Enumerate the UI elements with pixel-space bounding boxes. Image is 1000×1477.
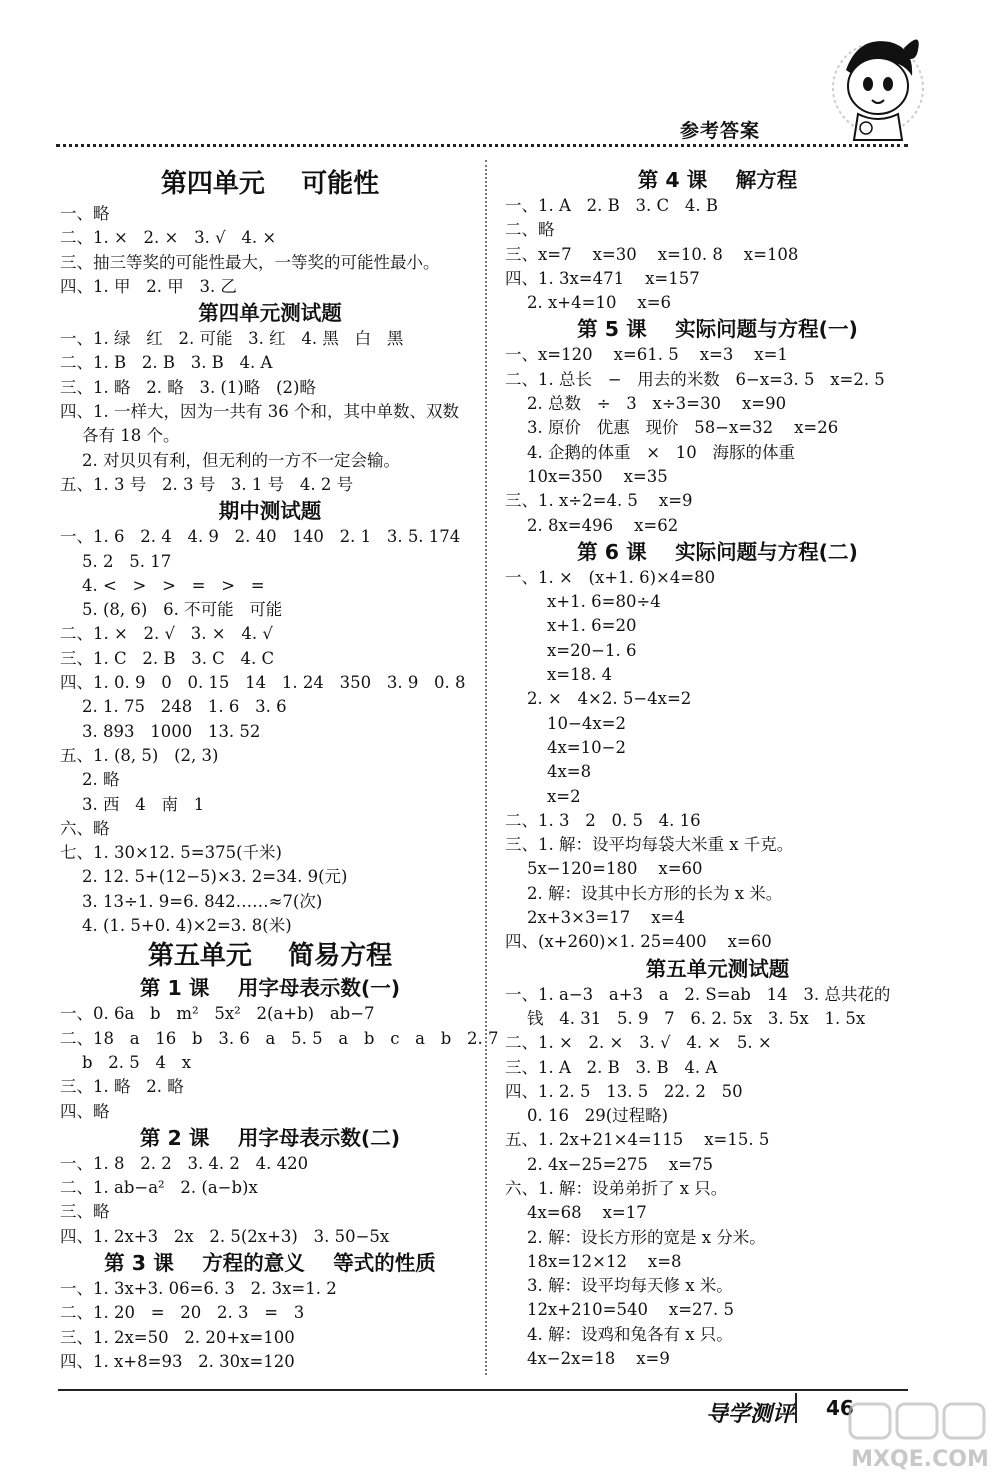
mascot-icon — [818, 18, 928, 148]
answer-line: 10−4x=2 — [547, 713, 626, 733]
column-divider — [485, 160, 487, 1375]
answer-line: 五、1. 2x+21×4=115 x=15. 5 — [505, 1130, 770, 1150]
lesson-heading: 第 4 课 解方程 — [637, 168, 798, 192]
answer-line: 四、1. 一样大，因为一共有 36 个和，其中单数、双数 — [60, 402, 459, 422]
answer-line: 四、1. 3x=471 x=157 — [505, 268, 700, 288]
section-heading: 第四单元 可能性 — [160, 169, 380, 199]
answer-line: 三、1. A 2. B 3. B 4. A — [505, 1057, 718, 1077]
answer-line: 4x=8 — [547, 762, 592, 782]
answer-line: 2. 解：设其中长方形的长为 x 米。 — [527, 883, 783, 903]
right-column — [505, 166, 930, 1371]
answer-line: 六、1. 解：设弟弟折了 x 只。 — [505, 1178, 728, 1198]
answer-line: 5. (8, 6) 6. 不可能 可能 — [82, 600, 283, 620]
answer-line: x=18. 4 — [547, 665, 613, 685]
answer-line: 二、1. B 2. B 3. B 4. A — [60, 353, 273, 373]
answer-line: 4x−2x=18 x=9 — [527, 1349, 670, 1369]
answer-line: 一、略 — [60, 204, 110, 223]
answer-line: 4. (1. 5+0. 4)×2=3. 8(米) — [82, 916, 292, 936]
answer-line: 3. 原价 优惠 现价 58−x=32 x=26 — [527, 418, 839, 438]
answer-line: 二、略 — [505, 220, 555, 240]
answer-line: 2. x+4=10 x=6 — [527, 293, 672, 313]
footer-brand: 导学测评 — [706, 1402, 795, 1427]
answer-line: b 2. 5 4 x — [82, 1052, 192, 1072]
answer-line: x=20−1. 6 — [547, 640, 637, 660]
answer-line: 12x+210=540 x=27. 5 — [527, 1300, 735, 1320]
answer-line: 五、1. (8, 5) (2, 3) — [60, 745, 219, 765]
answer-line: 2. 对贝贝有利，但无利的一方不一定会输。 — [82, 450, 400, 470]
answer-line: 10x=350 x=35 — [527, 466, 668, 486]
answer-line: 四、略 — [60, 1101, 110, 1121]
answer-line: 4. 解：设鸡和兔各有 x 只。 — [527, 1324, 733, 1344]
answer-line: 二、1. 3 2 0. 5 4. 16 — [505, 810, 701, 830]
answer-line: 三、1. 2x=50 2. 20+x=100 — [60, 1327, 295, 1347]
answer-line: 2. 解：设长方形的宽是 x 分米。 — [527, 1227, 766, 1247]
left-column — [60, 166, 499, 1374]
lesson-heading: 第五单元测试题 — [645, 956, 790, 981]
answer-line: 3. 西 4 南 1 — [82, 794, 205, 814]
answer-line: 一、1. A 2. B 3. C 4. B — [505, 196, 718, 215]
answer-line: 4. 企鹅的体重 × 10 海豚的体重 — [527, 442, 796, 462]
answer-line: 三、1. C 2. B 3. C 4. C — [60, 648, 275, 668]
answer-line: 三、1. 略 2. 略 3. (1)略 (2)略 — [60, 377, 316, 397]
answer-line: 2. 8x=496 x=62 — [527, 515, 679, 535]
answer-line: 二、1. 20 = 20 2. 3 = 3 — [60, 1303, 305, 1323]
answer-line: 2. 1. 75 248 1. 6 3. 6 — [82, 697, 287, 717]
lesson-heading: 第 3 课 方程的意义 等式的性质 — [104, 1250, 436, 1275]
answer-line: 四、1. 甲 2. 甲 3. 乙 — [60, 276, 237, 296]
answer-line: 一、1. 绿 红 2. 可能 3. 红 4. 黑 白 黑 — [60, 329, 404, 349]
answer-line: 二、1. 总长 − 用去的米数 6−x=3. 5 x=2. 5 — [505, 369, 885, 389]
watermark-logo-icon — [845, 1400, 995, 1475]
answer-line: 三、略 — [60, 1202, 110, 1222]
answer-line: 三、抽三等奖的可能性最大，一等奖的可能性最小。 — [60, 252, 440, 272]
header-label: 参考答案 — [680, 120, 761, 142]
answer-line: 钱 4. 31 5. 9 7 6. 2. 5x 3. 5x 1. 5x — [527, 1008, 866, 1028]
lesson-heading: 第 5 课 实际问题与方程(一) — [577, 317, 858, 342]
answer-line: x+1. 6=80÷4 — [547, 592, 661, 612]
answer-line: 3. 解：设平均每天修 x 米。 — [527, 1276, 733, 1296]
footer-rule — [58, 1389, 908, 1391]
answer-line: 2. 总数 ÷ 3 x÷3=30 x=90 — [527, 394, 787, 414]
answer-line: 2. 略 — [82, 770, 120, 790]
page-number: 46 — [826, 1396, 854, 1420]
answer-line: 一、1. 3x+3. 06=6. 3 2. 3x=1. 2 — [60, 1278, 337, 1298]
answer-line: 一、x=120 x=61. 5 x=3 x=1 — [505, 345, 788, 365]
answer-line: 4x=68 x=17 — [527, 1203, 647, 1223]
lesson-heading: 期中测试题 — [218, 499, 322, 524]
answer-line: 2. 12. 5+(12−5)×3. 2=34. 9(元) — [82, 867, 348, 887]
section-heading: 第五单元 简易方程 — [147, 941, 393, 972]
answer-line: 5. 2 5. 17 — [82, 551, 172, 571]
watermark-text: MXQE.COM — [851, 1447, 989, 1472]
lesson-heading: 第四单元测试题 — [198, 301, 342, 326]
answer-line: 3. 893 1000 13. 52 — [82, 721, 261, 741]
answer-line: 2. × 4×2. 5−4x=2 — [527, 689, 692, 709]
answer-line: 二、1. ab−a² 2. (a−b)x — [60, 1178, 258, 1198]
lesson-heading: 第 6 课 实际问题与方程(二) — [577, 539, 858, 564]
answer-line: 四、1. 2x+3 2x 2. 5(2x+3) 3. 50−5x — [60, 1226, 390, 1246]
answer-line: 四、1. 0. 9 0 0. 15 14 1. 24 350 3. 9 0. 8 — [60, 673, 466, 693]
answer-line: 二、1. × 2. × 3. √ 4. × 5. × — [505, 1033, 772, 1053]
answer-line: 一、0. 6a b m² 5x² 2(a+b) ab−7 — [60, 1004, 375, 1024]
answer-line: 各有 18 个。 — [82, 426, 180, 446]
answer-line: 六、略 — [60, 818, 110, 838]
answer-line: 四、1. 2. 5 13. 5 22. 2 50 — [505, 1081, 743, 1101]
answer-line: x=2 — [547, 786, 581, 806]
lesson-heading: 第 2 课 用字母表示数(二) — [139, 1125, 401, 1150]
answer-line: 一、1. 8 2. 2 3. 4. 2 4. 420 — [60, 1153, 309, 1173]
answer-line: 二、18 a 16 b 3. 6 a 5. 5 a b c a b 2. 7 — [60, 1028, 499, 1048]
answer-line: x+1. 6=20 — [547, 616, 637, 636]
answer-line: 三、x=7 x=30 x=10. 8 x=108 — [505, 244, 799, 264]
answer-line: 四、1. x+8=93 2. 30x=120 — [60, 1351, 295, 1371]
answer-line: 四、(x+260)×1. 25=400 x=60 — [505, 932, 772, 952]
answer-line: 5x−120=180 x=60 — [527, 859, 703, 879]
answer-line: 18x=12×12 x=8 — [527, 1251, 682, 1271]
answer-line: 3. 13÷1. 9=6. 842……≈7(次) — [82, 891, 323, 911]
footer-separator — [795, 1393, 797, 1423]
header-dotted-rule — [56, 144, 908, 147]
answer-line: 二、1. × 2. × 3. √ 4. × — [60, 228, 277, 248]
answer-line: 2. 4x−25=275 x=75 — [527, 1154, 714, 1174]
answer-line: 4x=10−2 — [547, 737, 626, 757]
answer-line: 七、1. 30×12. 5=375(千米) — [60, 843, 282, 863]
answer-line: 三、1. 解：设平均每袋大米重 x 千克。 — [505, 835, 794, 855]
answer-line: 一、1. a−3 a+3 a 2. S=ab 14 3. 总共花的 — [505, 984, 891, 1004]
answer-line: 五、1. 3 号 2. 3 号 3. 1 号 4. 2 号 — [60, 474, 354, 494]
answer-line: 一、1. 6 2. 4 4. 9 2. 40 140 2. 1 3. 5. 174 — [60, 527, 461, 547]
answer-line: 0. 16 29(过程略) — [527, 1106, 669, 1126]
answer-line: 2x+3×3=17 x=4 — [527, 908, 685, 928]
answer-line: 4. < > > = > = — [82, 575, 265, 595]
answer-line: 三、1. x÷2=4. 5 x=9 — [505, 491, 693, 511]
answer-line: 三、1. 略 2. 略 — [60, 1077, 184, 1097]
answer-line: 二、1. × 2. √ 3. × 4. √ — [60, 624, 273, 644]
lesson-heading: 第 1 课 用字母表示数(一) — [139, 976, 401, 1001]
answer-line: 一、1. × (x+1. 6)×4=80 — [505, 567, 716, 587]
